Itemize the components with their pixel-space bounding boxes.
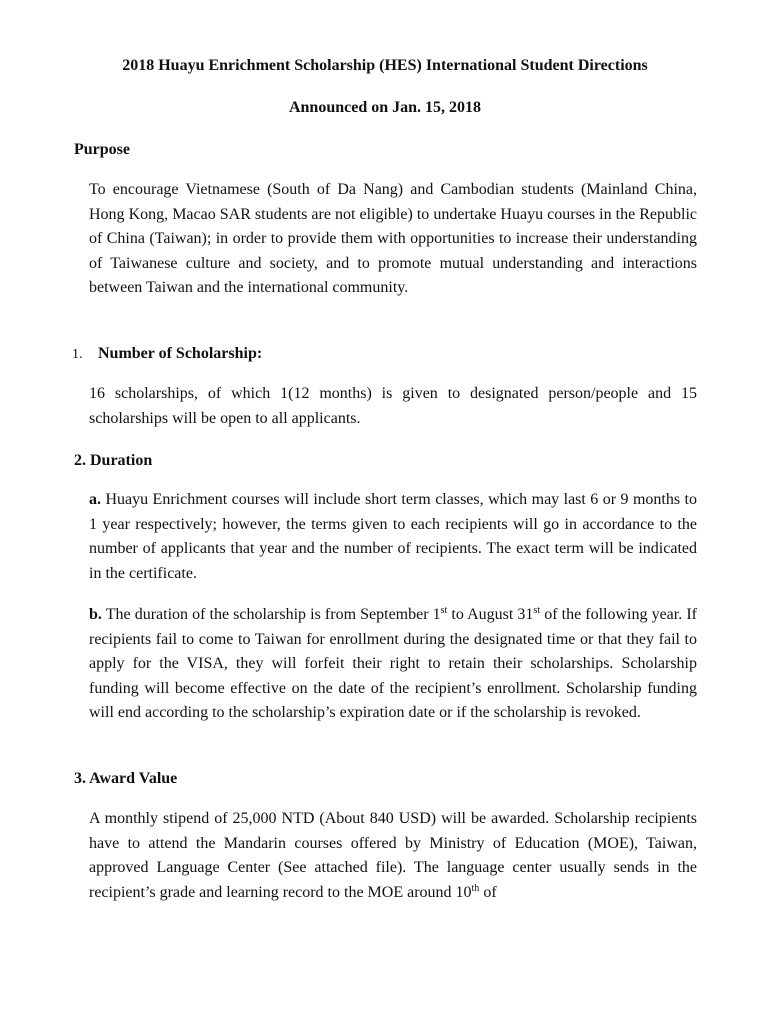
section-2b-sup-1: st bbox=[440, 605, 448, 616]
section-3-paragraph bbox=[89, 807, 697, 905]
section-1-heading bbox=[72, 344, 262, 365]
section-1-paragraph: 16 scholarships, of which 1(12 months) is given to designated person/people and 15 scholarships will be open to all applicants. bbox=[89, 385, 697, 427]
section-2-heading: 2. Duration bbox=[74, 452, 153, 469]
section-2a-text: Huayu Enrichment courses will include short term classes, which may last 6 or 9 months to 1 year respectively; however, the terms given to each recipients will go in accordance to the number of applicants that year and the number of recipients. The exact term will be indicated in the certificate. bbox=[89, 491, 697, 582]
section-2b-text-1: The duration of the scholarship is from September 1 bbox=[105, 606, 441, 623]
section-3-sup: th bbox=[471, 882, 480, 894]
document-title: 2018 Huayu Enrichment Scholarship (HES) International Student Directions bbox=[122, 57, 648, 74]
section-2b-label: b. bbox=[89, 606, 102, 623]
section-2b-text-3: of the following year. If recipients fail to come to Taiwan for enrollment during the designated time or that they fail to apply for the VISA, they will forfeit their right to retain their scholarships. Scholarship funding will become effective on the date of the recipient’s enrollment. Scholarship funding will end according to the scholarship’s expiration date or if the scholarship is revoked. bbox=[89, 606, 697, 722]
section-2b-text-2: to August 31 bbox=[447, 606, 534, 623]
section-2b-sup-2: st bbox=[533, 605, 541, 616]
section-1-title: Number of Scholarship: bbox=[98, 345, 263, 362]
section-2a-paragraph bbox=[89, 488, 697, 586]
section-3-heading: 3. Award Value bbox=[74, 770, 178, 787]
section-3-text-2: of bbox=[479, 883, 497, 901]
purpose-paragraph: To encourage Vietnamese (South of Da Nang) and Cambodian students (Mainland China, Hong Kong, Macao SAR students are not eligible) to undertake Huayu courses in the Republic of China (Taiwan); in order to provide them with opportunities to increase their understanding of Taiwanese culture and society, and to promote mutual understanding and interactions between Taiwan and the international community. bbox=[89, 181, 697, 297]
section-2b-paragraph bbox=[89, 603, 697, 726]
section-3-text-1: A monthly stipend of 25,000 NTD (About 840 USD) will be awarded. Scholarship recipients have to attend the Mandarin courses offered by Ministry of Education (MOE), Taiwan, approved Language Center (See attached file). The language center usually sends in the recipient’s grade and learning record to the MOE around 10 bbox=[89, 810, 697, 901]
announcement-date: Announced on Jan. 15, 2018 bbox=[288, 99, 482, 116]
section-2a-label: a. bbox=[89, 491, 101, 508]
purpose-heading: Purpose bbox=[74, 141, 130, 158]
section-1-number: 1. bbox=[72, 347, 83, 362]
